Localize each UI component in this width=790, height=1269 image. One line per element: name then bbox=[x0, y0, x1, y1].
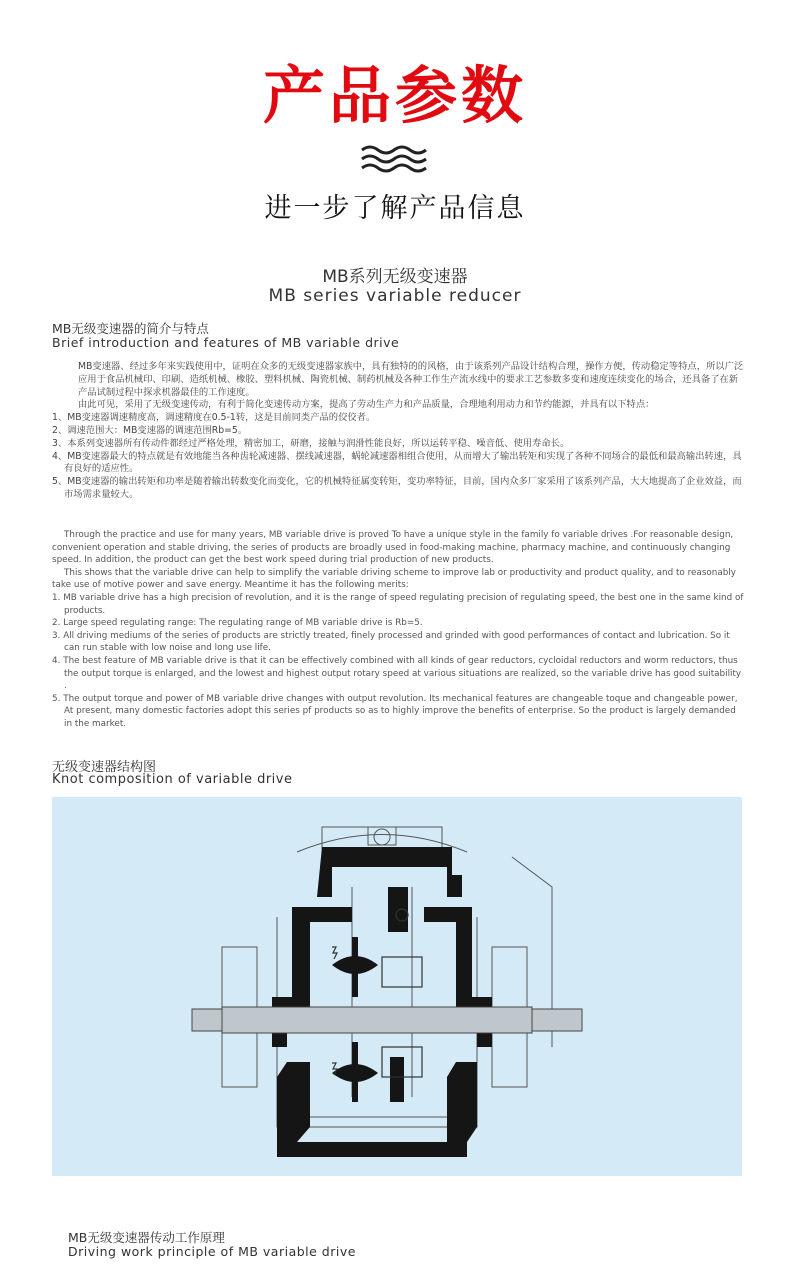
structure-heading-cn: 无级变速器结构图 bbox=[52, 760, 157, 775]
en-list-item: 4. The best feature of MB variable drive is that it can be effectively combined with all kinds of gear reductors, cycloidal reductors and worm reductors, thus the output torque is enlarged, and the lowest and highest output rotary speed at various situations are realized, so the variable drive has good suitability . bbox=[52, 655, 742, 692]
en-paragraph: This shows that the variable drive can help to simplify the variable driving scheme to improve lab or productivity and product quality, and to reasonably take use of motive power and save energy. Meantime it has the following merits: bbox=[52, 567, 736, 591]
variable-drive-drawing bbox=[52, 797, 742, 1176]
principle-heading-cn: MB无级变速器传动工作原理 bbox=[68, 1230, 225, 1245]
intro-cn-text bbox=[52, 361, 744, 502]
cn-list-item: 4、MB变速器最大的特点就是有效地能当各种齿轮减速器、摆线减速器，蜗轮减速器相组合使用，从而增大了输出转矩和实现了各种不同场合的最低和最高输出转速，具有良好的适应性。 bbox=[52, 450, 742, 475]
section-title-en: MB series variable reducer bbox=[268, 286, 522, 306]
principle-heading-en: Driving work principle of MB variable drive bbox=[68, 1244, 356, 1259]
structure-heading-en: Knot composition of variable drive bbox=[52, 772, 293, 787]
cn-list-item: 3、本系列变速器所有传动件都经过严格处理，精密加工，研磨，接触与润滑性能良好，所以运转平稳、噪音低、使用寿命长。 bbox=[52, 437, 570, 449]
en-list-item: 5. The output torque and power of MB variable drive changes with output revolution. Its mechanical features are changeable toque and changeable power, At present, many domestic factories adopt this series pf products so as to highly improve the benefits of enterprise. So the product is largely demanded in the market. bbox=[52, 693, 738, 729]
page-title: 产品参数 bbox=[262, 59, 527, 132]
en-list-item: 3. All driving mediums of the series of products are strictly treated, finely processed and grinded with good performances of contact and lubrication. So it can run stable with low noise and long use life. bbox=[52, 630, 730, 654]
section-title-cn: MB系列无级变速器 bbox=[322, 267, 468, 287]
page-subtitle: 进一步了解产品信息 bbox=[264, 193, 526, 224]
en-list-item: 1. MB variable drive has a high precision of revolution, and it is the range of speed regulating precision of regulating speed, the best one in the same kind of products. bbox=[52, 592, 744, 616]
intro-en-text bbox=[52, 529, 746, 731]
en-paragraph: Through the practice and use for many years, MB variable drive is proved To have a unique style in the family fo variable drives .For reasonable design, convenient operation and stable driving, the series of products are broadly used in food-making machine, pharmacy machine, and continuously changing speed. In addition, the product can get the best work speed during trial production of new products. bbox=[52, 530, 734, 566]
cn-list-item: 1、MB变速器调速精度高，调速精度在0.5-1转，这是目前同类产品的佼佼者。 bbox=[52, 412, 376, 424]
wave-icon bbox=[359, 143, 429, 175]
intro-heading-en: Brief introduction and features of MB variable drive bbox=[52, 335, 400, 350]
intro-heading-cn: MB无级变速器的简介与特点 bbox=[52, 321, 209, 336]
cn-list-item: 5、MB变速器的输出转矩和功率是随着输出转数变化而变化，它的机械特征属变转矩，变功率特征，目前，国内众多厂家采用了该系列产品，大大地提高了企业效益，而市场需求量较大。 bbox=[52, 476, 742, 500]
structure-diagram bbox=[52, 797, 742, 1176]
cn-paragraph: MB变速器、经过多年来实践使用中，证明在众多的无级变速器家族中，具有独特的的风格，由于该系列产品设计结构合理，操作方便，传动稳定等特点，所以广泛应用于食品机械印、印刷、造纸机械、橡胶、塑料机械、陶瓷机械、制药机械及各种工作生产流水线中的要求工艺参数多变和速度连续变化的场合，还具备了在新产品试制过程中探求机器最佳的工作速度。 bbox=[78, 361, 744, 398]
cn-list-item: 2、调速范围大：MB变速器的调速范围Rb=5。 bbox=[52, 424, 248, 436]
cn-paragraph: 由此可见，采用了无级变速传动，有利于简化变速传动方案，提高了劳动生产力和产品质量，合理地利用动力和节约能源，并具有以下特点： bbox=[78, 399, 655, 411]
en-list-item: 2. Large speed regulating range: The regulating range of MB variable drive is Rb=5. bbox=[52, 618, 423, 629]
